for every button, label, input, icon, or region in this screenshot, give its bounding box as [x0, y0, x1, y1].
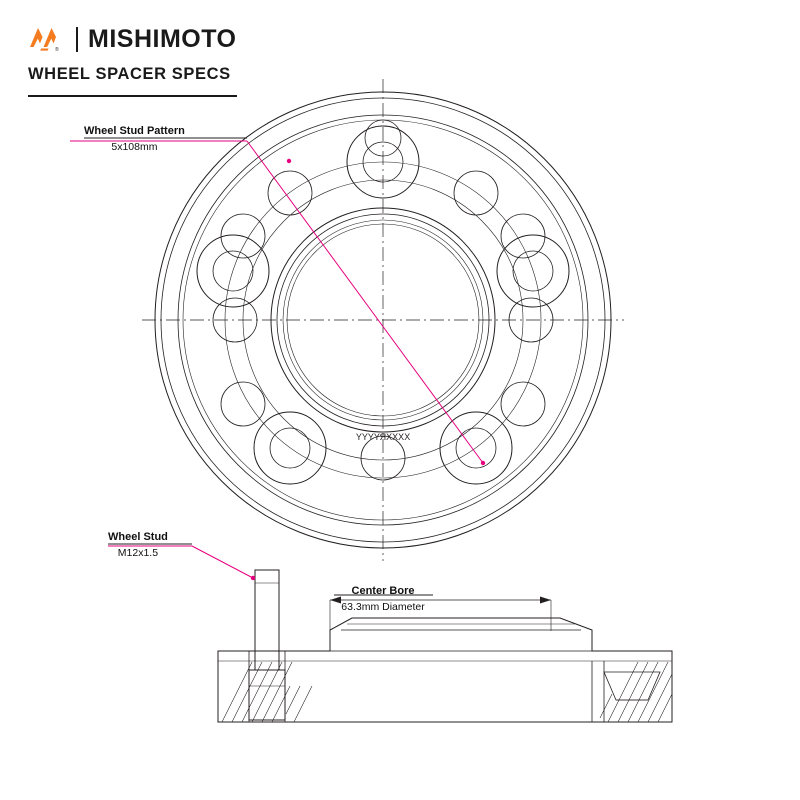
stud-circle-construction [243, 180, 523, 460]
mishimoto-m-logo-icon [28, 24, 68, 54]
brand-name: MISHIMOTO [88, 24, 237, 53]
callout-center-bore [341, 584, 424, 614]
callout-title: Center Bore [351, 585, 415, 597]
callout-wheel-stud [108, 530, 168, 560]
sheet-subtitle: WHEEL SPACER SPECS [28, 65, 231, 83]
front-view-centerlines [142, 79, 624, 561]
brand-row [28, 22, 448, 56]
secondary-holes [213, 120, 553, 480]
callout-title: Wheel Stud Pattern [84, 125, 185, 137]
svg-text:XXXXRYYYY: XXXXRYYYY [355, 432, 411, 442]
callout-wheel-stud-pattern [84, 124, 185, 154]
callout-title: Wheel Stud [108, 531, 168, 543]
stud-pattern-leader [70, 141, 485, 465]
side-section-view [218, 570, 672, 722]
face-engraving [356, 432, 410, 442]
front-view-center-bore [271, 208, 495, 432]
callout-value: 5x108mm [111, 141, 158, 153]
header-divider [28, 95, 237, 97]
callout-value: M12x1.5 [117, 547, 159, 559]
stud-bosses [197, 126, 569, 484]
front-view-outer-rings [155, 92, 611, 548]
brand-divider [76, 27, 78, 52]
bolt-circle-construction [225, 162, 541, 478]
brand-header [28, 22, 448, 84]
svg-text:®: ® [55, 47, 59, 53]
callout-value: 63.3mm Diameter [341, 601, 425, 613]
